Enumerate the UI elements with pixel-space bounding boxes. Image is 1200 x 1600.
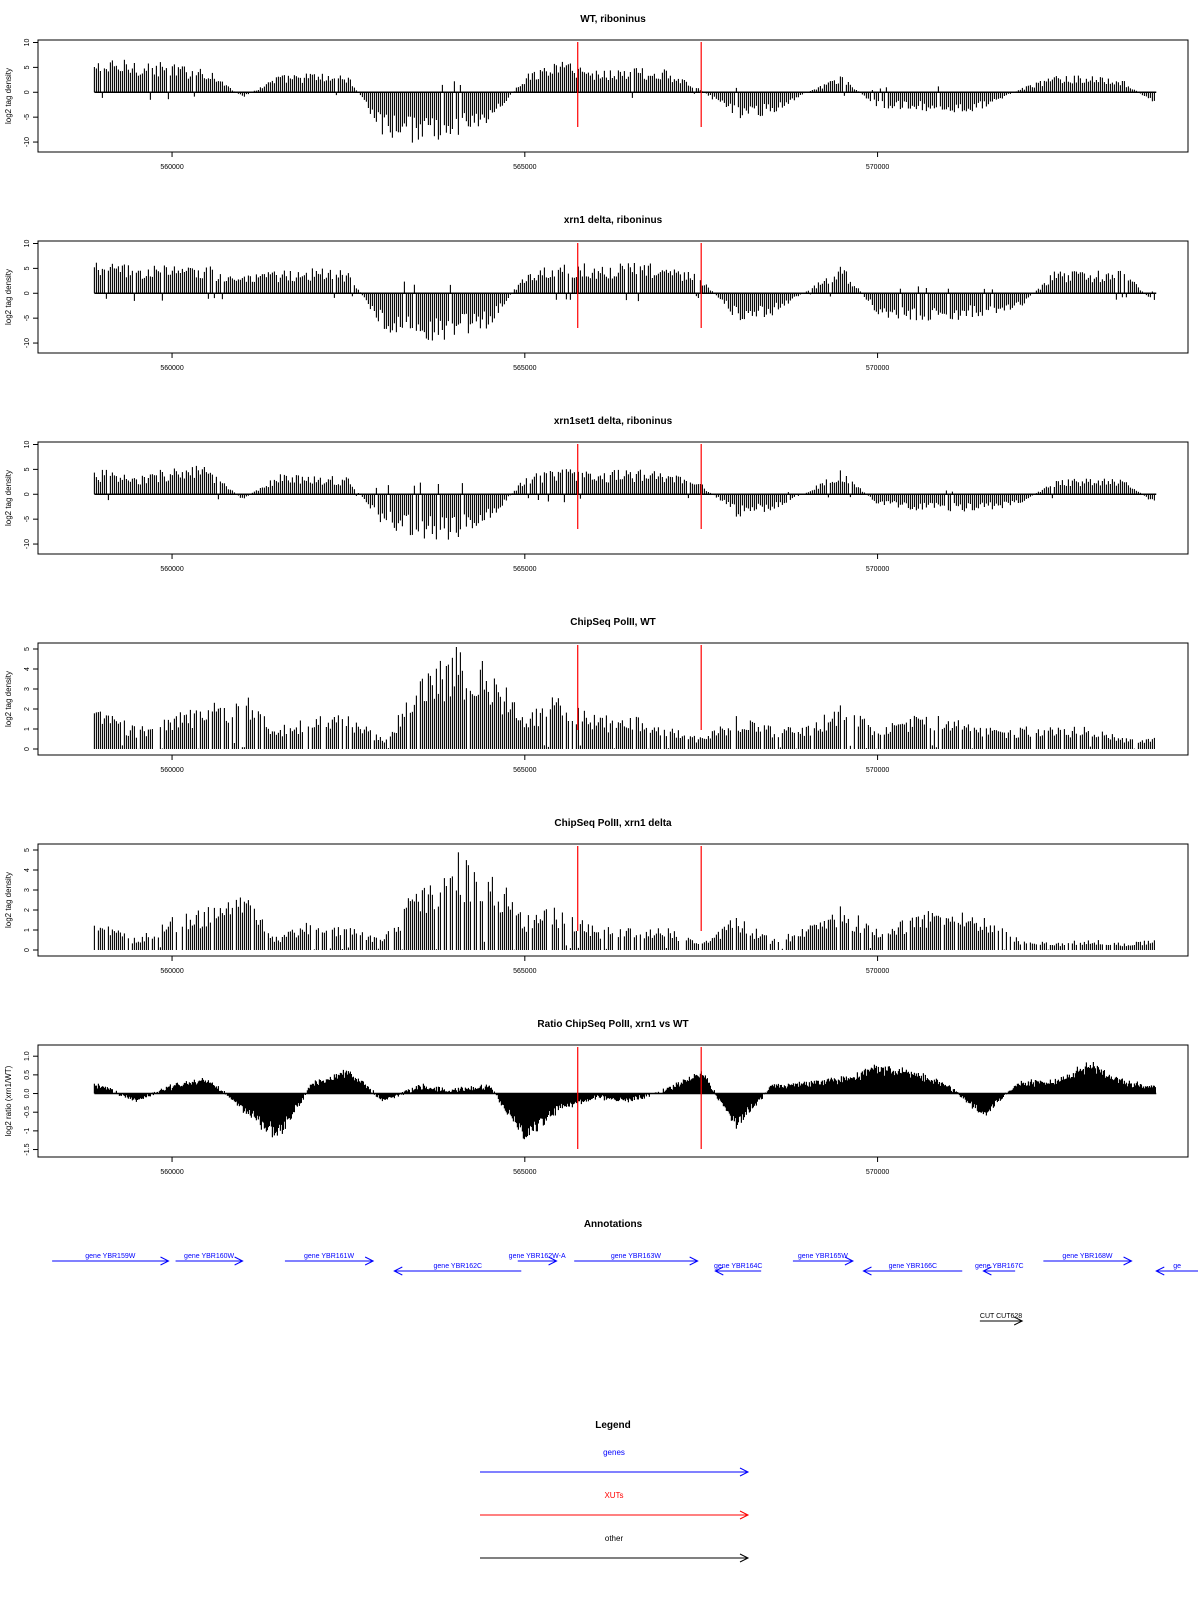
y-tick-label: 1.0 — [24, 1051, 31, 1062]
legend-panel — [480, 1420, 748, 1562]
chart-title: xrn1set1 delta, riboninus — [553, 416, 673, 427]
data-bars — [94, 60, 1154, 143]
feature-label: gene YBR164C — [713, 1263, 763, 1270]
y-tick-label: -10 — [24, 136, 31, 148]
y-axis-label: log2 tag density — [4, 871, 13, 929]
annotation-feature — [1043, 1253, 1131, 1265]
y-axis-label: log2 tag density — [4, 268, 13, 326]
x-tick-label: 565000 — [513, 1169, 537, 1176]
annotation-feature — [1156, 1263, 1198, 1275]
data-bars — [94, 466, 1154, 540]
feature-label: gene YBR160W — [184, 1253, 235, 1260]
legend-label: other — [604, 1534, 624, 1543]
y-tick-label: 1 — [24, 928, 31, 932]
feature-label: gene YBR167C — [975, 1263, 1024, 1270]
y-tick-label: -5 — [24, 516, 31, 523]
x-tick-label: 570000 — [865, 566, 890, 573]
legend-title: Legend — [595, 1420, 631, 1431]
data-bars — [94, 263, 1154, 341]
y-tick-label: -1 — [24, 1127, 31, 1134]
x-tick-label: 570000 — [865, 767, 890, 774]
plot-frame — [38, 241, 1188, 353]
x-tick-label: 570000 — [865, 1169, 890, 1176]
chart-panel-1 — [4, 14, 1188, 171]
annotation-feature — [975, 1263, 1024, 1275]
chart-title: Ratio ChipSeq PolII, xrn1 vs WT — [537, 1019, 689, 1030]
y-tick-label: -0.5 — [24, 1106, 31, 1119]
y-tick-label: 10 — [24, 38, 31, 47]
y-tick-label: 0.0 — [24, 1088, 31, 1099]
chart-panel-5 — [4, 818, 1188, 975]
x-tick-label: 565000 — [513, 968, 537, 975]
x-tick-label: 560000 — [160, 566, 184, 573]
x-tick-label: 565000 — [513, 164, 537, 171]
y-axis-label: log2 tag density — [4, 469, 13, 527]
x-tick-label: 560000 — [160, 164, 184, 171]
feature-label: gene YBR161W — [303, 1253, 355, 1260]
annotation-feature — [176, 1253, 243, 1265]
y-tick-label: 5 — [24, 266, 31, 271]
plot-frame — [38, 442, 1188, 554]
data-bars — [94, 852, 1154, 950]
x-tick-label: 560000 — [160, 767, 184, 774]
annotation-feature — [574, 1253, 697, 1265]
y-axis-label: log2 tag density — [4, 67, 13, 125]
y-tick-label: -10 — [24, 538, 31, 550]
x-tick-label: 570000 — [865, 968, 890, 975]
plot-frame — [38, 643, 1188, 755]
legend-entry — [480, 1534, 748, 1562]
x-tick-label: 560000 — [160, 968, 184, 975]
y-tick-label: 0 — [24, 492, 31, 497]
y-tick-label: 5 — [24, 65, 31, 70]
annotation-feature — [863, 1263, 962, 1275]
legend-label: XUTs — [604, 1491, 624, 1500]
feature-label: gene YBR165W — [797, 1253, 848, 1260]
x-tick-label: 570000 — [865, 365, 890, 372]
feature-label: gene YBR159W — [85, 1253, 136, 1260]
annotation-feature — [285, 1253, 373, 1265]
feature-label: gene YBR162W-A — [508, 1253, 566, 1260]
chart-panel-6 — [4, 1019, 1188, 1176]
y-axis-label: log2 tag density — [4, 670, 13, 728]
x-tick-label: 560000 — [160, 365, 184, 372]
y-tick-label: 3 — [24, 687, 31, 691]
legend-entry — [480, 1448, 748, 1476]
annotation-feature — [714, 1263, 763, 1275]
x-tick-label: 570000 — [865, 164, 890, 171]
x-tick-label: 560000 — [160, 1169, 184, 1176]
x-tick-label: 565000 — [513, 365, 537, 372]
annotations-panel — [52, 1219, 1198, 1325]
annotation-feature — [52, 1253, 168, 1265]
y-tick-label: 5 — [24, 848, 31, 852]
feature-label: gene YBR166C — [888, 1263, 938, 1270]
feature-label: ge — [1173, 1263, 1182, 1270]
y-tick-label: -5 — [24, 114, 31, 121]
annotation-feature — [793, 1253, 853, 1265]
y-tick-label: 4 — [24, 868, 31, 872]
y-tick-label: 0.5 — [24, 1069, 31, 1080]
y-tick-label: 5 — [24, 467, 31, 472]
y-tick-label: 10 — [24, 239, 31, 248]
plot-frame — [38, 40, 1188, 152]
annotation-feature — [509, 1253, 566, 1265]
chart-title: WT, riboninus — [580, 14, 646, 25]
chart-title: xrn1 delta, riboninus — [563, 215, 663, 226]
data-bars — [94, 1062, 1155, 1139]
feature-label: CUT CUT628 — [979, 1313, 1023, 1320]
y-tick-label: -5 — [24, 315, 31, 322]
y-tick-label: 4 — [24, 667, 31, 671]
chart-title: ChipSeq PolII, xrn1 delta — [554, 818, 672, 829]
chart-panel-3 — [4, 416, 1188, 573]
annotations-title: Annotations — [583, 1219, 643, 1230]
y-tick-label: 0 — [24, 291, 31, 296]
y-tick-label: 0 — [24, 948, 31, 952]
plot-frame — [38, 1045, 1188, 1157]
y-tick-label: -10 — [24, 337, 31, 349]
y-tick-label: 0 — [24, 90, 31, 95]
chart-panel-2 — [4, 215, 1188, 372]
chart-title: ChipSeq PolII, WT — [570, 617, 656, 628]
y-tick-label: -1.5 — [24, 1143, 31, 1156]
y-tick-label: 3 — [24, 888, 31, 892]
y-tick-label: 10 — [24, 440, 31, 449]
annotation-feature — [980, 1313, 1022, 1325]
legend-label: genes — [603, 1448, 625, 1457]
y-axis-label: log2 ratio (xrn1/WT) — [4, 1065, 13, 1137]
x-tick-label: 565000 — [513, 566, 537, 573]
feature-label: gene YBR163W — [610, 1253, 661, 1260]
y-tick-label: 1 — [24, 727, 31, 731]
x-tick-label: 565000 — [513, 767, 537, 774]
y-tick-label: 5 — [24, 647, 31, 651]
y-tick-label: 2 — [24, 908, 31, 912]
annotation-feature — [394, 1263, 521, 1275]
feature-label: gene YBR162C — [433, 1263, 483, 1270]
y-tick-label: 0 — [24, 747, 31, 751]
legend-entry — [480, 1491, 748, 1519]
chart-panel-4 — [4, 617, 1188, 774]
y-tick-label: 2 — [24, 707, 31, 711]
data-bars — [94, 647, 1154, 749]
feature-label: gene YBR168W — [1062, 1253, 1113, 1260]
